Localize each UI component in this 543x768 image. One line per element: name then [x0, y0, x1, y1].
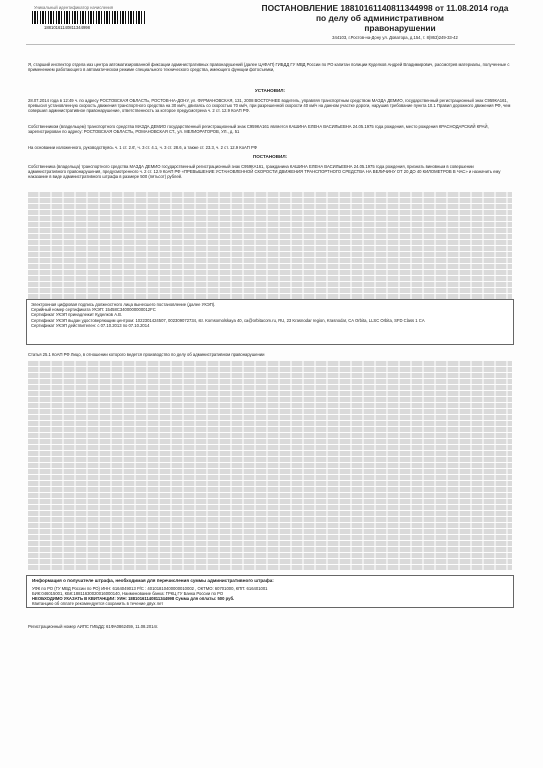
small-print-block [28, 191, 512, 300]
signature-serial: Серийный номер сертификата УКЭП: 15458C3400000000012FC [31, 307, 156, 313]
payment-line4: Квитанцию об оплате рекомендуется сохранить в течение двух лет [32, 601, 164, 607]
law-text-block [28, 360, 512, 571]
header-divider [26, 44, 515, 45]
address-line: 344103, г.Ростов-на-Дону ул. Доватора, д.154, т. 8(863)249-33-42 [332, 35, 458, 40]
document-title: ПОСТАНОВЛЕНИЕ 18810161140811344998 от 11.08.2014 года [261, 3, 509, 13]
payment-line3: НЕОБХОДИМО УКАЗАТЬ В КВИТАНЦИИ: УИН: 18810161140811344998 Сумма для оплаты: 500 руб. [32, 596, 235, 601]
event-text: 28.07.2014 года в 12:49 ч. по адресу РОСТОВСКАЯ ОБЛАСТЬ, РОСТОВ-НА-ДОНУ, ул. ФУРМАНОВСКАЯ, 131, 2008 ВОСТОЧНЕЕ водитель, управляя транспортным средством МАЗДА ДЕМИО, государственный регистрационный знак С959КА161, превысил установленную скорость движения транспортного средства на 30 км/ч, двигаясь со скоростью 70 км/ч, при разрешенной скорости 40 км/ч на данном участке дороги, нарушив требование пункта 10.1 Правил дорожного движения РФ, чем совершил административное правонарушение, ответственность за которое предусмотрена ч. 2 ст. 12.9 КоАП РФ. [28, 98, 511, 114]
signature-issued: Сертификат УКЭП выдан удостоверяющим центром: 1022301424507, 002309072734, str. Komsomolskaya 40, ca@orbitacom.ru, RU, 23 Krasnodar region, Krasnodar, CA Orbita, LLSC Orbita, SFD Class 1 CA [31, 317, 425, 323]
barcode [32, 11, 146, 24]
signature-valid: Сертификат УКЭП действителен: с 07.10.2013 по 07.10.2014 [31, 322, 150, 328]
uid-label: Уникальный идентификатор начисления [34, 5, 114, 10]
payment-heading: Информация о получателе штрафа, необходимая для перечисления суммы административного штрафа: [32, 578, 274, 583]
intro-text: Я, старший инспектор отдела иаз центра автоматизированной фиксации административных правонарушений (далее ЦАФАП) ГИБДД ГУ МВД России по РО капитан полиции Куделков Андрей Владимирович, рассмотрев материалы, полученные с применением работающего в автоматическом режиме специального технического средства, имеющего функции фотосъемки, [28, 62, 510, 73]
payment-line2: БИК:046015001, КБК:18811630020016000140, Наименование банка: ГРКЦ ГУ Банка России по РО [32, 590, 224, 596]
payment-line1: УФК по РО (ГУ МВД России по РО) ИНН: 6164049013 Р/С : 40101810400000010002 , ОКТМО: 60701000, КПП: 616401001 [32, 585, 268, 591]
owner-text: Собственником (владельцем) транспортного средства МАЗДА ДЕМИО государственный регистрационный знак С959КА161 является КАШИНА ЕЛЕНА ВАСИЛЬЕВНА 24.05.1975 года рождения, место рождения КРАСНОДАРСКИЙ КРАЙ, зарегистрирован по адресу: РОСТОВСКАЯ ОБЛАСТЬ, РОМАНОВСКАЯ СТ., ул. МЕЛИОРАТОРОВ, УЛ., д. 51 [28, 124, 489, 135]
uid-value: 18810161140811344998 [44, 25, 90, 30]
document-title-line2: по делу об административном [315, 13, 444, 23]
signature-box [26, 299, 514, 345]
registration-footer: Регистрационный номер АИПС ГИБДД: 61ФА0862459, 11.08.2014г. [28, 624, 159, 629]
basis-text: На основании изложенного, руководствуясь ч. 1 ст. 2.6', ч. 3 ст. 4.1, ч. 3 ст. 28.6, а также ст. 23.3, ч. 2 ст. 12.9 КоАП РФ [28, 145, 257, 150]
signature-title: Электронная цифровая подпись должностного лица вынесшего постановление (далее УКЭП). [31, 302, 216, 307]
established-heading: УСТАНОВИЛ: [254, 88, 286, 93]
decided-heading: ПОСТАНОВИЛ: [252, 154, 288, 159]
payment-box [26, 575, 514, 608]
signature-owner: Сертификат УКЭП принадлежит Куделков А.В. [31, 312, 123, 318]
document-title-line3: правонарушении [364, 23, 436, 33]
decision-text: Собственника (владельца) транспортного средства МАЗДА ДЕМИО государственный регистрационный знак С959КА161, гражданина КАШИНА ЕЛЕНА ВАСИЛЬЕВНА 24.05.1975 года рождения, признать виновным в совершении административного правонарушения, предусмотренного ч. 2 ст. 12.9 КоАП РФ «ПРЕВЫШЕНИЕ УСТАНОВЛЕННОЙ СКОРОСТИ ДВИЖЕНИЯ ТРАНСПОРТНОГО СРЕДСТВА НА ВЕЛИЧИНУ ОТ 20 ДО 40 КИЛОМЕТРОВ В ЧАС» и назначить ему наказание в виде административного штрафа в размере 500 (пятьсот) рублей. [28, 164, 501, 180]
law-heading: Статья 25.1 КоАП РФ Лицо, в отношении которого ведется производство по делу об административном правонарушении [28, 352, 265, 357]
